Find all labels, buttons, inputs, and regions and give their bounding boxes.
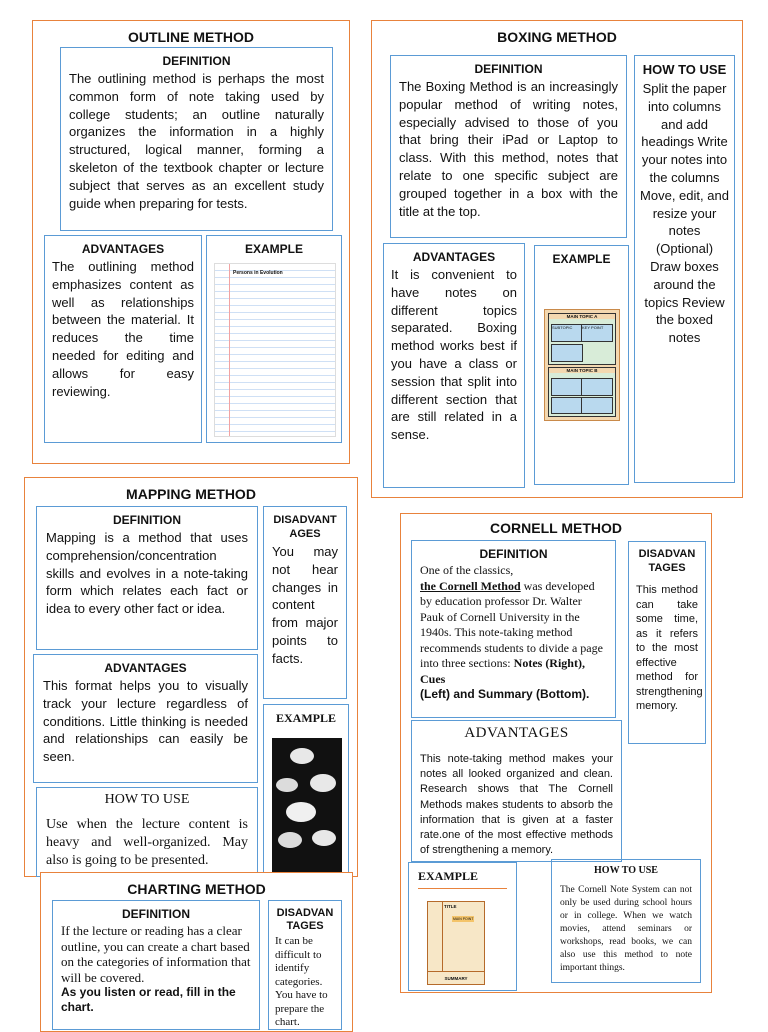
- outline-example-title: Persons in Evolution: [233, 270, 283, 276]
- charting-definition-box: [52, 900, 260, 1030]
- cornell-example-image: [427, 901, 485, 985]
- mapping-how-heading: HOW TO USE: [104, 792, 190, 807]
- cornell-example-summary: SUMMARY: [444, 976, 468, 981]
- boxing-definition-text: The Boxing Method is an increasingly popular method of writing notes, especially advised to those of you that bring their iPad or Laptop to class. With this method, notes that relate to one specific subject are grouped together in a box with the title at the top.: [399, 79, 618, 219]
- boxing-advantages-heading: ADVANTAGES: [412, 250, 496, 264]
- mapping-advantages-text: This format helps you to visually track your lecture regardless of conditions. Little thinking is needed and relationships can easily be seen.: [43, 678, 248, 765]
- mapping-example-image: [272, 738, 342, 873]
- cornell-definition-box: [411, 540, 616, 718]
- mapping-how-box: [36, 787, 258, 877]
- boxing-example-image: [544, 309, 620, 421]
- boxing-example-topic-a: MAIN TOPIC A: [549, 314, 615, 319]
- charting-title: CHARTING METHOD: [127, 881, 266, 897]
- charting-disadvantages-heading: DISADVANTAGES: [276, 907, 334, 932]
- mapping-disadvantages-text: You may not hear changes in content from major points to facts.: [272, 544, 338, 666]
- cornell-example-main-point: MAIN POINT: [453, 917, 474, 921]
- boxing-example-box: [534, 245, 629, 485]
- outline-definition-text: The outlining method is perhaps the most common form of note taking used by college students; an outline naturally organizes the information in a highly structured, logical manner, forming a skeleton of the textbook chapter or lecture subject that serves as an excellent study guide when preparing for tests.: [69, 71, 324, 211]
- mapping-how-text: Use when the lecture content is heavy and well-organized. May also is going to be presented.: [46, 817, 248, 868]
- boxing-title: BOXING METHOD: [497, 29, 617, 45]
- cornell-disadvantages-box: [628, 541, 706, 744]
- cornell-advantages-box: [411, 720, 622, 862]
- outline-definition-heading: DEFINITION: [162, 54, 231, 68]
- cornell-example-heading: EXAMPLE: [418, 869, 507, 889]
- cornell-example-box: [408, 862, 517, 991]
- charting-disadvantages-box: [268, 900, 342, 1030]
- cornell-definition-bold-2: (Left) and Summary (Bottom).: [420, 687, 590, 701]
- mapping-definition-heading: DEFINITION: [113, 513, 181, 527]
- outline-title: OUTLINE METHOD: [128, 29, 254, 45]
- charting-disadvantages-text: It can be difficult to identify categories. You have to prepare the chart.: [275, 935, 328, 1028]
- outline-advantages-text: The outlining method emphasizes content as well as relationships between the material. It reduces the time needed for editing and allows for easy reviewing.: [52, 259, 194, 399]
- mapping-disadvantages-box: [263, 506, 347, 699]
- mapping-definition-box: [36, 506, 258, 650]
- boxing-how-text: Split the paper into columns and add headings Write your notes into the columns Move, edit, and resize your notes (Optional) Draw boxes around the topics Review the boxed notes: [640, 81, 729, 346]
- boxing-how-heading: HOW TO USE: [642, 62, 727, 77]
- cornell-definition-text: was developed by education professor Dr. Walter Pauk of Cornell University in the 1940s. This note-taking method recommends students to divide a page into three sections:: [420, 578, 603, 670]
- boxing-advantages-text: It is convenient to have notes on different topics separated. Boxing method works best if you have a class or session that split into different section that are still related in a sense.: [391, 267, 517, 443]
- cornell-how-heading: HOW TO USE: [594, 865, 658, 876]
- mapping-definition-text: Mapping is a method that uses comprehension/concentration skills and evolves in a note-taking form which relates each fact or idea to every other fact or idea.: [46, 530, 248, 617]
- charting-definition-bold: As you listen or read, fill in the chart.: [61, 985, 236, 1014]
- charting-definition-text: If the lecture or reading has a clear outline, you can create a chart based on the categories of information that will be covered.: [61, 923, 251, 985]
- outline-advantages-box: [44, 235, 202, 443]
- outline-example-box: [206, 235, 342, 443]
- boxing-example-keypoint: KEY POINT: [581, 324, 613, 342]
- mapping-title: MAPPING METHOD: [126, 486, 256, 502]
- outline-example-image: [214, 263, 336, 437]
- cornell-advantages-heading: ADVANTAGES: [464, 725, 569, 741]
- cornell-title: CORNELL METHOD: [490, 520, 622, 536]
- cornell-definition-bold-1: Notes (Right), Cues: [420, 656, 585, 686]
- cornell-how-text: The Cornell Note System can not only be used during school hours or in college. When we watch movies, attend seminars or workshops, read books, we can also use this method to note important things.: [560, 885, 692, 973]
- boxing-definition-heading: DEFINITION: [474, 62, 543, 76]
- boxing-example-topic-b: MAIN TOPIC B: [549, 368, 615, 373]
- boxing-definition-box: [390, 55, 627, 238]
- outline-definition-box: [60, 47, 333, 231]
- boxing-how-box: [634, 55, 735, 483]
- mapping-advantages-heading: ADVANTAGES: [104, 661, 187, 675]
- cornell-definition-heading: DEFINITION: [479, 547, 548, 561]
- boxing-example-subtopic: SUBTOPIC: [551, 324, 583, 342]
- mapping-advantages-box: [33, 654, 258, 783]
- cornell-how-box: [551, 859, 701, 983]
- mapping-example-box: [263, 704, 349, 876]
- mapping-disadvantages-heading: DISADVANTAGES: [273, 514, 337, 540]
- outline-example-heading: EXAMPLE: [244, 242, 303, 256]
- cornell-disadvantages-text: This method can take some time, as it refers to the most effective method for strengthening memory.: [636, 584, 703, 712]
- outline-advantages-heading: ADVANTAGES: [81, 242, 165, 256]
- cornell-disadvantages-heading: DISADVANTAGES: [638, 548, 696, 574]
- cornell-advantages-text: This note-taking method makes your notes all looked organized and clean. Research shows that The Cornell Methods makes students to absorb the information that is given at a faster rate.one of the most effective methods of strengthening a memory.: [420, 753, 613, 857]
- cornell-example-title: TITLE: [444, 904, 457, 909]
- charting-definition-heading: DEFINITION: [122, 907, 190, 921]
- cornell-definition-link[interactable]: the Cornell Method: [420, 578, 521, 593]
- boxing-example-heading: EXAMPLE: [552, 252, 611, 266]
- mapping-example-heading: EXAMPLE: [276, 711, 336, 725]
- cornell-definition-intro: One of the classics,: [420, 563, 514, 577]
- boxing-advantages-box: [383, 243, 525, 488]
